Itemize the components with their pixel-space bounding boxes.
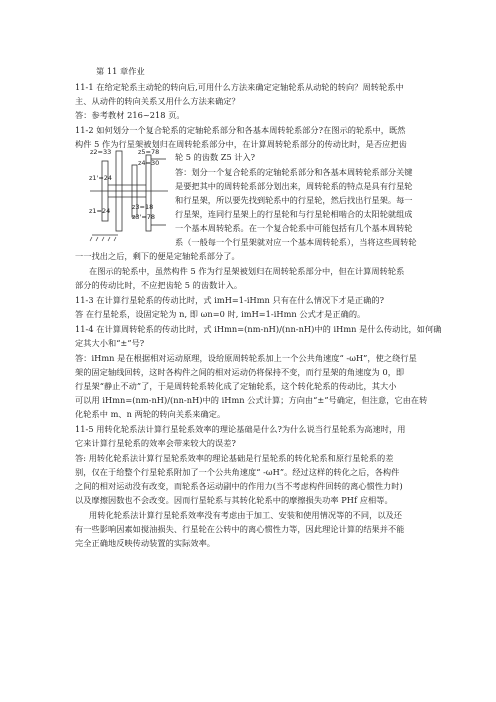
- q4-answer-line-5: 化轮系中 m、n 两轮的转向关系来确定。: [75, 409, 226, 419]
- q2-answer-line-2: 是要把其中的周转轮系部分划出来，周转轮系的特点是具有行星轮: [175, 181, 413, 191]
- q4-question-line-1: 11-4 在计算周转轮系的传动比时，式 iHmn=(nm-nH)/(nn-nH)中的 iHmn 是什么传动比，如何确: [75, 324, 442, 334]
- q4-answer-line-3: 行星架“静止不动”了，于是周转轮系转化成了定轴轮系，这个转化轮系的传动比，其大小: [75, 381, 397, 391]
- q1-question-line-2: 主、从动件的转向关系又用什么方法来确定？: [75, 96, 240, 106]
- q2-answer-line-1: 答：划分一个复合轮系的定轴轮系部分和各基本周转轮系部分关键: [175, 167, 413, 177]
- q3-answer: 答 在行星轮系，设固定轮为 n, 即 ωn=0 时, imH=1-iHmn 公式才是正确的。: [75, 309, 366, 319]
- q2-answer-line-5: 一个基本周转轮系。在一个复合轮系中可能包括有几个基本周转轮: [175, 223, 413, 233]
- gear-train-figure: [88, 145, 170, 247]
- q4-answer-line-4: 可以用 iHmn=(nm-nH)/(nn-nH)中的 iHmn 公式计算；方向由“±”号确定，但注意，它由在转: [75, 395, 428, 405]
- fig-label-z3: z3=18: [132, 203, 154, 211]
- q4-answer-line-2: 架的固定轴线回转，这时各构件之间的相对运动仍将保持不变，而行星架的角速度为 0，即: [75, 367, 405, 377]
- q2-question-wrap: 轮 5 的齿数 Z5 计入?: [175, 152, 256, 162]
- q5-answer-line-6: 有一些影响因素如搅油损失、行星轮在公转中的离心惯性力等，因此理论计算的结果并不能: [75, 524, 405, 534]
- q4-question-line-2: 定其大小和“±”号?: [75, 338, 145, 348]
- q4-answer-line-1: 答：iHmn 是在根据相对运动原理，设给原周转轮系加上一个公共角速度“ -ωH”，使之绕行星: [75, 353, 417, 363]
- q5-answer-line-5: 用转化轮系法计算行星轮系效率没有考虑由于加工、安装和使用情况等的不同，以及还: [89, 510, 403, 520]
- q2-question-line-1: 11-2 如何划分一个复合轮系的定轴轮系部分和各基本周转轮系部分?在图示的轮系中，既然: [75, 125, 406, 135]
- q2-answer-line-9: 部分的传动比时，不应把齿轮 5 的齿数计入。: [75, 280, 243, 290]
- fig-label-z2: z2=33: [90, 148, 112, 156]
- fig-label-z1: z1=24: [89, 207, 111, 215]
- chapter-title: 第 11 章作业: [96, 66, 145, 76]
- q5-answer-line-1: 答: 用转化轮系法计算行星轮系效率的理论基础是行星轮系的转化轮系和原行星轮系的差: [75, 453, 394, 463]
- q1-question-line-1: 11-1 在给定轮系主动轮的转向后,可用什么方法来确定定轴轮系从动轮的转向？周转轮系中: [75, 82, 404, 92]
- q5-question-line-2: 它来计算行星轮系的效率会带来较大的误差?: [75, 438, 236, 448]
- q5-answer-line-3: 之间的相对运动没有改变，而轮系各运动副中的作用力(当不考虑构件回转的离心惯性力时): [75, 481, 403, 491]
- q5-answer-line-2: 别，仅在于给整个行星轮系附加了一个公共角速度“ -ωH”。经过这样的转化之后，各构件: [75, 467, 400, 477]
- fig-label-z3prime: z3'=78: [132, 213, 156, 221]
- q2-question-line-2: 构件 5 作为行星架被划归在周转轮系部分中，在计算周转轮系部分的传动比时，是否应把齿: [75, 139, 407, 149]
- q5-answer-line-7: 完全正确地反映传动装置的实际效率。: [75, 538, 216, 548]
- q1-answer: 答：参考教材 216~218 页。: [75, 110, 185, 120]
- q2-answer-line-6: 系（一般每一个行星架就对应一个基本周转轮系），当将这些周转轮: [175, 237, 417, 247]
- fig-label-z4: z4=30: [138, 159, 160, 167]
- q5-answer-line-4: 以及摩擦因数也不会改变。因而行星轮系与其转化轮系中的摩擦损失功率 PHf 应相等。: [75, 495, 393, 505]
- q2-answer-line-7: 一一找出之后，剩下的便是定轴轮系部分了。: [75, 251, 240, 261]
- q2-answer-line-3: 和行星架，所以要先找到轮系中的行星轮，然后找出行星架。每一: [175, 195, 413, 205]
- q3-question: 11-3 在计算行星轮系的传动比时，式 imH=1-iHmn 只有在什么情况下才是正确的?: [75, 295, 385, 305]
- q5-question-line-1: 11-5 用转化轮系法计算行星轮系效率的理论基础是什么?为什么说当行星轮系为高速时，用: [75, 424, 406, 434]
- fig-label-z1prime: z1'=24: [89, 174, 113, 182]
- q2-answer-line-4: 行星架，连同行星架上的行星轮和与行星轮相啮合的太阳轮就组成: [175, 209, 413, 219]
- q2-answer-line-8: 在图示的轮系中，虽然构件 5 作为行星架被划归在周转轮系部分中，但在计算周转轮系: [89, 266, 405, 276]
- fig-label-z5: z5=78: [138, 148, 160, 156]
